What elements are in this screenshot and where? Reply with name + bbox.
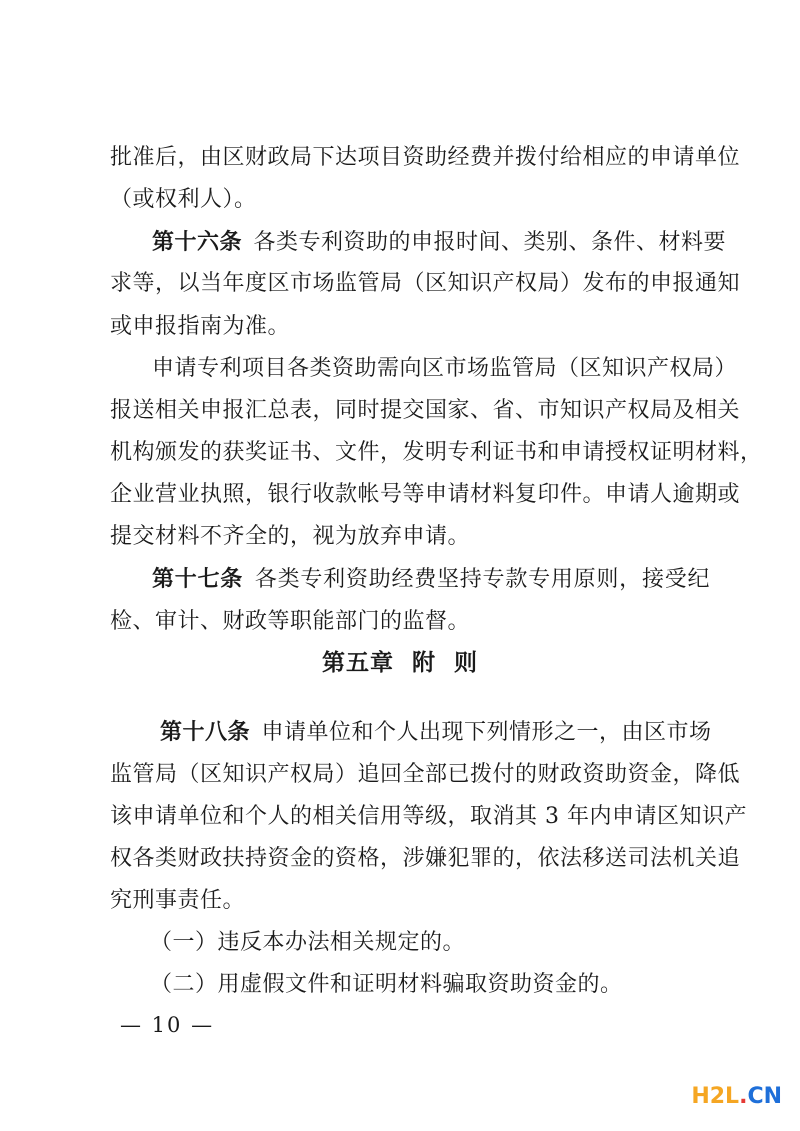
watermark-dot: . [739, 1084, 748, 1109]
article-heading: 第十六条 [152, 230, 243, 255]
article-heading: 第十七条 [152, 567, 244, 592]
list-item: （一）违反本办法相关规定的。 [150, 930, 466, 955]
article-text: 各类专利资助的申报时间、类别、条件、材料要 [253, 230, 727, 255]
chapter-heading [0, 648, 800, 678]
watermark-text: H2L [691, 1084, 740, 1109]
article-text: 申请单位和个人出现下列情形之一，由区市场 [261, 720, 712, 745]
article-text: 各类专利资助经费坚持专款专用原则，接受纪 [254, 567, 710, 592]
text-line: 权各类财政扶持资金的资格，涉嫌犯罪的，依法移送司法机关追 [110, 846, 741, 871]
text-line: 检、审计、财政等职能部门的监督。 [110, 609, 471, 634]
page-number: — 10 — [120, 1013, 215, 1037]
article-18-first-line [160, 718, 710, 748]
article-16-first-line [152, 228, 727, 258]
chapter-number: 第五章 [322, 650, 394, 676]
watermark-text: CN [747, 1084, 782, 1109]
text-line: 求等，以当年度区市场监管局（区知识产权局）发布的申报通知 [110, 271, 741, 296]
text-line: 究刑事责任。 [110, 888, 246, 913]
site-watermark-logo [691, 1085, 782, 1109]
text-line: 该申请单位和个人的相关信用等级，取消其 3 年内申请区知识产 [110, 804, 747, 829]
chapter-title-char: 附 [412, 650, 436, 676]
text-line: 报送相关申报汇总表，同时提交国家、省、市知识产权局及相关 [110, 398, 741, 423]
article-17-first-line [152, 565, 710, 595]
text-line: 提交材料不齐全的，视为放弃申请。 [110, 524, 471, 549]
text-line: 企业营业执照，银行收款帐号等申请材料复印件。申请人逾期或 [110, 482, 741, 507]
text-line: 或申报指南为准。 [110, 314, 291, 339]
text-line: （或权利人）。 [110, 187, 257, 212]
text-line: 批准后，由区财政局下达项目资助经费并拨付给相应的申请单位 [110, 145, 741, 170]
text-line: 机构颁发的获奖证书、文件，发明专利证书和申请授权证明材料， [110, 440, 763, 465]
text-line: 监管局（区知识产权局）追回全部已拨付的财政资助资金，降低 [110, 762, 741, 787]
list-item: （二）用虚假文件和证明材料骗取资助资金的。 [150, 972, 623, 997]
article-heading: 第十八条 [160, 720, 251, 745]
chapter-title-char: 则 [454, 650, 478, 676]
text-line: 申请专利项目各类资助需向区市场监管局（区知识产权局） [152, 356, 738, 381]
